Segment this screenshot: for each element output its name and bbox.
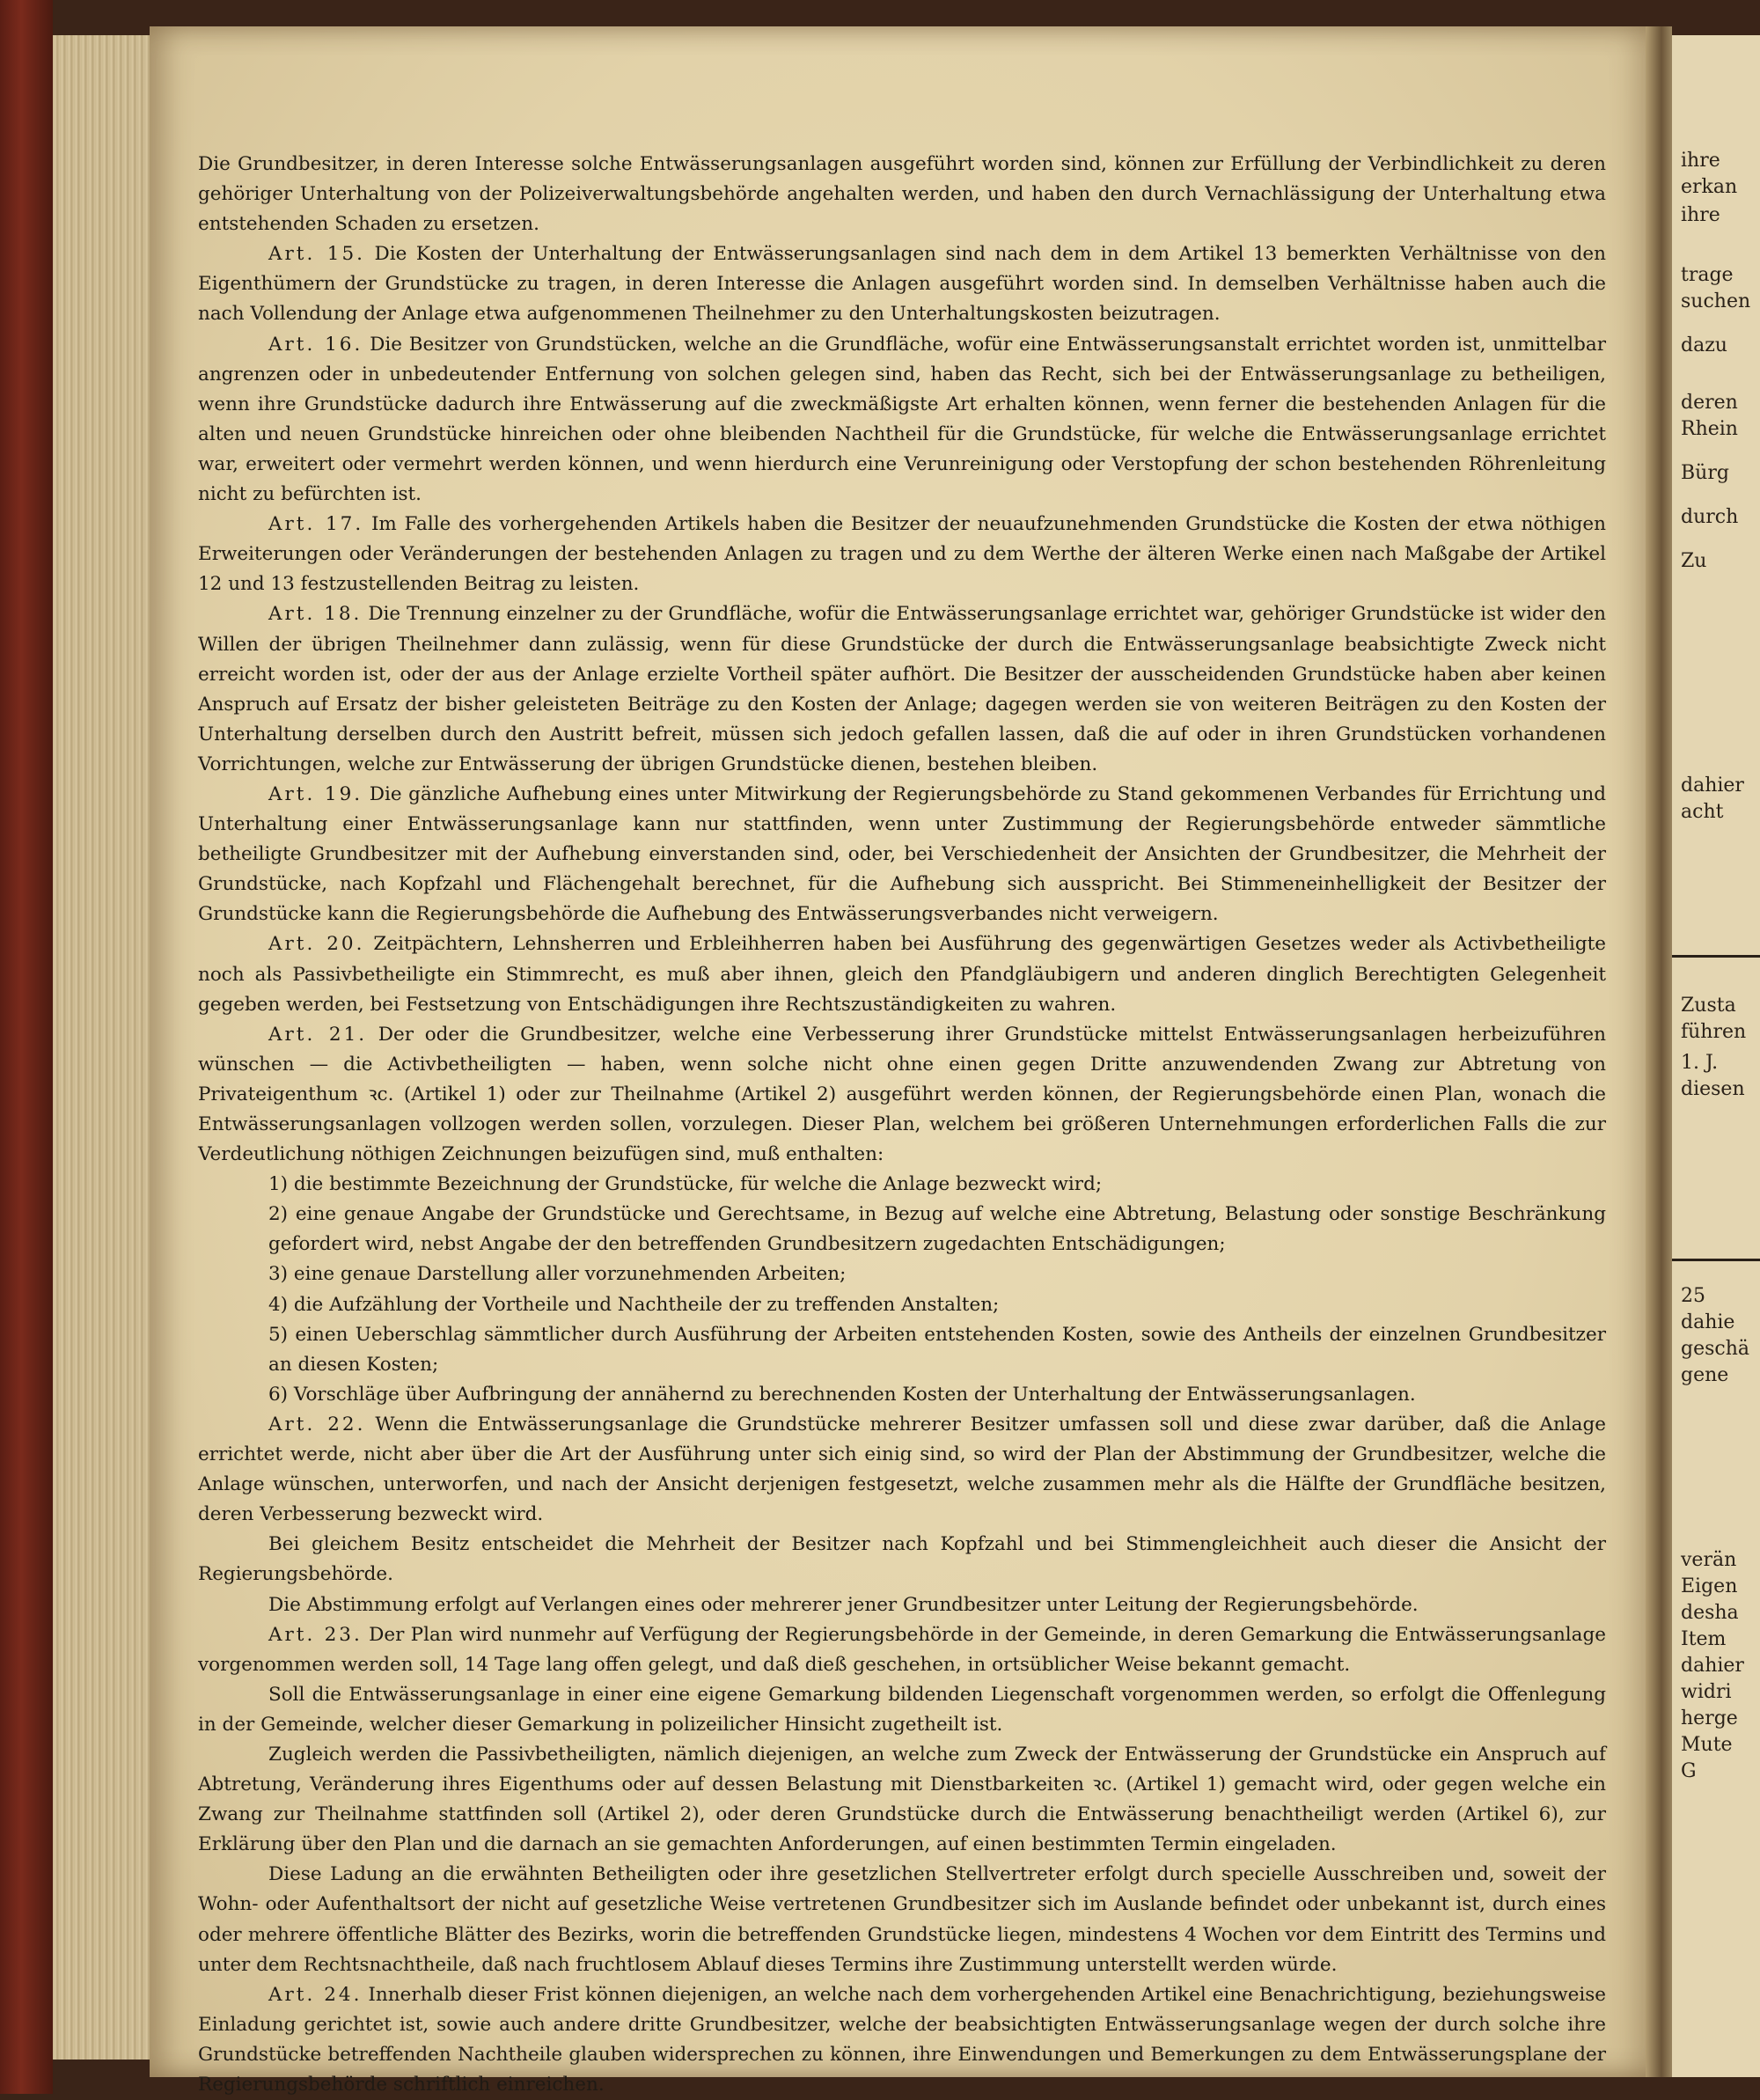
- list-item-number: 5): [268, 1323, 289, 1346]
- page-edges: [53, 35, 158, 2060]
- paragraph: [198, 1620, 1606, 1680]
- next-page-rule: [1672, 1259, 1760, 1261]
- paragraph: [198, 510, 1606, 599]
- paragraph: [198, 150, 1606, 239]
- article-label: Art. 22.: [268, 1413, 366, 1435]
- next-page-fragment: widri: [1681, 1681, 1732, 1703]
- article-label: Art. 24.: [268, 1983, 363, 2006]
- next-page-fragment: gene: [1681, 1364, 1729, 1386]
- paragraph-text: Vorschläge über Aufbringung der annähernd zu berechnenden Kosten der Unterhaltung der Entwässerungsanlagen.: [293, 1383, 1416, 1406]
- book-spine: [0, 0, 53, 2094]
- next-page-fragment: Bürg: [1681, 462, 1729, 484]
- paragraph-text: Die Grundbesitzer, in deren Interesse solche Entwässerungsanlagen ausgeführt worden sind, können zur Erfüllung der Verbindlichkeit zu deren gehöriger Unterhaltung von der Polizeiverwaltungsbehörde angehalten werden, und haben den durch Vernachlässigung der Unterhaltung etwa entstehenden Schaden zu ersetzen.: [198, 153, 1606, 236]
- next-page-fragment: herge: [1681, 1707, 1738, 1729]
- list-item-number: 1): [268, 1173, 289, 1196]
- list-item: [198, 1320, 1606, 1380]
- article-label: Art. 20.: [268, 933, 365, 956]
- paragraph-text: eine genaue Angabe der Grundstücke und Gerechtsame, in Bezug auf welche eine Abtretung, Belastung oder sonstige Beschränkung gefordert wird, nebst Angabe der den betreffenden Grundbesitzern zugedachten Entschädigungen;: [268, 1203, 1606, 1256]
- list-item-number: 3): [268, 1263, 289, 1286]
- paragraph-text: Im Falle des vorhergehenden Artikels haben die Besitzer der neuaufzunehmenden Grundstücke die Kosten der etwa nöthigen Erweiterungen oder Veränderungen der bestehenden Anlagen zu tragen und zu dem Werthe der älteren Werke einen nach Maßgabe der Artikel 12 und 13 festzustellenden Beitrag zu leisten.: [198, 513, 1606, 596]
- article-label: Art. 16.: [268, 333, 363, 356]
- article-label: Art. 21.: [268, 1023, 368, 1046]
- article-label: Art. 23.: [268, 1623, 363, 1646]
- next-page-fragment: verän: [1681, 1549, 1737, 1571]
- paragraph-text: die bestimmte Bezeichnung der Grundstücke, für welche die Anlage bezweckt wird;: [293, 1173, 1103, 1196]
- paragraph: [198, 780, 1606, 929]
- paragraph-text: Die Kosten der Unterhaltung der Entwässerungsanlagen sind nach dem in dem Artikel 13 bemerkten Verhältnisse von den Eigenthümern der Grundstücke zu tragen, in deren Interesse die Anlagen ausgeführt worden sind. In demselben Verhältnisse haben auch die nach Vollendung der Anlage etwa aufgenommenen Theilnehmer zu den Unterhaltungskosten beizutragen.: [198, 243, 1606, 326]
- next-page-edge: [1672, 35, 1760, 2077]
- article-label: Art. 19.: [268, 782, 363, 805]
- paragraph-text: Diese Ladung an die erwähnten Betheiligten oder ihre gesetzlichen Stellvertreter erfolgt durch specielle Ausschreiben und, soweit der Wohn- oder Aufenthaltsort der nicht auf gesetzliche Weise vertretenen Grundbesitzer sich im Auslande befindet oder unbekannt ist, durch eines oder mehrere öffentliche Blätter des Bezirks, worin die betreffenden Grundstücke liegen, mindestens 4 Wochen vor dem Eintritt des Termins und unter dem Rechtsnachtheile, daß nach fruchtlosem Ablauf dieses Termins ihre Zustimmung unterstellt werden würde.: [198, 1863, 1606, 1976]
- next-page-fragment: dazu: [1681, 334, 1727, 356]
- list-item: [198, 1380, 1606, 1410]
- next-page-fragment: desha: [1681, 1602, 1739, 1624]
- next-page-fragment: Rhein: [1681, 418, 1738, 440]
- article-label: Art. 17.: [268, 513, 364, 536]
- paragraph-text: eine genaue Darstellung aller vorzunehmenden Arbeiten;: [293, 1263, 847, 1286]
- next-page-fragment: ihre: [1681, 204, 1720, 226]
- paragraph: [198, 239, 1606, 329]
- paragraph: [198, 1680, 1606, 1740]
- next-page-fragment: durch: [1681, 506, 1739, 528]
- paragraph-text: Der oder die Grundbesitzer, welche eine Verbesserung ihrer Grundstücke mittelst Entwässerungsanlagen herbeizuführen wünschen — die Activbetheiligten — haben, wenn solche nicht ohne einen gegen Dritte anzuwendenden Zwang zur Abtretung von Privateigenthum ꝛc. (Artikel 1) oder zur Theilnahme (Artikel 2) ausgeführt werden können, der Regierungsbehörde einen Plan, wonach die Entwässerungsanlagen vollzogen werden sollen, vorzulegen. Dieser Plan, welchem bei größeren Unternehmungen erforderlichen Falls die zur Verdeutlichung nöthigen Zeichnungen beizufügen sind, muß enthalten:: [198, 1023, 1606, 1166]
- article-label: Art. 18.: [268, 603, 363, 626]
- next-page-fragment: dahie: [1681, 1311, 1735, 1333]
- list-item: [198, 1290, 1606, 1320]
- next-page-fragment: Zu: [1681, 550, 1707, 572]
- next-page-fragment: dahier: [1681, 1655, 1744, 1677]
- next-page-fragment: ihre: [1681, 150, 1720, 172]
- next-page-fragment: suchen: [1681, 290, 1751, 312]
- page-gutter: [1646, 26, 1672, 2077]
- next-page-fragment: trage: [1681, 264, 1734, 286]
- list-item: [198, 1259, 1606, 1289]
- list-item: [198, 1200, 1606, 1259]
- next-page-fragment: acht: [1681, 801, 1724, 823]
- next-page-fragment: geschä: [1681, 1338, 1749, 1360]
- paragraph-text: Die Besitzer von Grundstücken, welche an die Grundfläche, wofür eine Entwässerungsanstalt errichtet worden ist, unmittelbar angrenzen oder in unbedeutender Entfernung von solchen gelegen sind, haben das Recht, sich bei der Entwässerungsanlage zu betheiligen, wenn ihre Grundstücke dadurch ihre Entwässerung auf die zweckmäßigste Art erhalten können, wenn ferner die bestehenden Anlagen für die alten und neuen Grundstücke hinreichen oder ohne bleibenden Nachtheil für die Grundstücke, für welche die Entwässerungsanlage errichtet war, erweitert oder vermehrt werden können, und wenn hierdurch eine Verunreinigung oder Verstopfung der schon bestehenden Röhrenleitung nicht zu befürchten ist.: [198, 333, 1606, 506]
- paragraph-text: Zugleich werden die Passivbetheiligten, nämlich diejenigen, an welche zum Zweck der Entwässerung der Grundstücke ein Anspruch auf Abtretung, Veränderung ihres Eigenthums oder auf dessen Belastung mit Dienstbarkeiten ꝛc. (Artikel 1) gemacht wird, oder gegen welche ein Zwang zur Theilnahme stattfinden soll (Artikel 2), oder deren Grundstücke durch die Entwässerung benachtheiligt werden (Artikel 6), zur Erklärung über den Plan und die darnach an sie gemachten Anforderungen, auf einen bestimmten Termin eingeladen.: [198, 1743, 1606, 1856]
- next-page-fragment: Eigen: [1681, 1575, 1738, 1597]
- paragraph: [198, 1590, 1606, 1620]
- list-item-number: 6): [268, 1383, 289, 1406]
- paragraph-text: Wenn die Entwässerungsanlage die Grundstücke mehrerer Besitzer umfassen soll und diese zwar darüber, daß die Anlage errichtet werde, nicht aber über die Art der Ausführung unter sich einig sind, so wird der Plan der Abstimmung der Grundbesitzer, welche die Anlage wünschen, unterworfen, und nach der Ansicht derjenigen festgesetzt, welche zusammen mehr als die Hälfte der Grundfläche besitzen, deren Verbesserung bezweckt wird.: [198, 1413, 1606, 1526]
- next-page-fragment: diesen: [1681, 1078, 1745, 1100]
- next-page-fragment: dahier: [1681, 775, 1744, 797]
- next-page-fragment: Zusta: [1681, 995, 1736, 1017]
- paragraph-text: Zeitpächtern, Lehnsherren und Erbleihherren haben bei Ausführung des gegenwärtigen Gesetzes weder als Activbetheiligte noch als Passivbetheiligte ein Stimmrecht, es muß aber ihnen, gleich den Pfandgläubigern und anderen dinglich Berechtigten Gelegenheit gegeben werden, bei Festsetzung von Entschädigungen ihre Rechtszuständigkeiten zu wahren.: [198, 933, 1607, 1016]
- next-page-fragment: 25: [1681, 1285, 1705, 1307]
- paragraph: [198, 599, 1606, 780]
- next-page-rule: [1672, 955, 1760, 958]
- list-item-number: 2): [268, 1203, 289, 1226]
- paragraph: [198, 1410, 1606, 1530]
- next-page-fragment: Mute: [1681, 1734, 1733, 1756]
- paragraph-text: Die Abstimmung erfolgt auf Verlangen eines oder mehrerer jener Grundbesitzer unter Leitung der Regierungsbehörde.: [268, 1593, 1419, 1616]
- paragraph-text: Soll die Entwässerungsanlage in einer eine eigene Gemarkung bildenden Liegenschaft vorgenommen werden, so erfolgt die Offenlegung in der Gemeinde, welcher dieser Gemarkung in polizeilicher Hinsicht zugetheilt ist.: [198, 1683, 1606, 1736]
- paragraph: [198, 1530, 1606, 1590]
- next-page-fragment: Item: [1681, 1628, 1727, 1650]
- paragraph: [198, 330, 1606, 510]
- paragraph: [198, 929, 1606, 1019]
- paragraph-text: die Aufzählung der Vortheile und Nachtheile der zu treffenden Anstalten;: [293, 1293, 1000, 1316]
- paragraph-text: Die gänzliche Aufhebung eines unter Mitwirkung der Regierungsbehörde zu Stand gekommenen Verbandes für Errichtung und Unterhaltung einer Entwässerungsanlage kann nur stattfinden, wenn unter Zustimmung der Regierungsbehörde entweder sämmtliche betheiligte Grundbesitzer mit der Aufhebung einverstanden sind, oder, bei Verschiedenheit der Ansichten der Grundbesitzer, die Mehrheit der Grundstücke, nach Kopfzahl und Flächengehalt berechnet, für die Aufhebung sich ausspricht. Bei Stimmeneinhelligkeit der Besitzer der Grundstücke kann die Regierungsbehörde die Aufhebung des Entwässerungsverbandes nicht verweigern.: [198, 782, 1606, 926]
- paragraph-text: Innerhalb dieser Frist können diejenigen, an welche nach dem vorhergehenden Artikel eine Benachrichtigung, beziehungsweise Einladung gerichtet ist, sowie auch andere dritte Grundbesitzer, welche der beabsichtigten Entwässerungsanlage wegen der durch solche ihre Grundstücke betreffenden Nachtheile glauben widersprechen zu können, ihre Einwendungen und Bemerkungen zu dem Entwässerungsplane der Regierungsbehörde schriftlich einreichen.: [198, 1983, 1606, 2096]
- article-label: Art. 15.: [268, 243, 365, 266]
- list-item-number: 4): [268, 1293, 289, 1316]
- next-page-fragment: erkan: [1681, 176, 1738, 198]
- paragraph-text: Bei gleichem Besitz entscheidet die Mehrheit der Besitzer nach Kopfzahl und bei Stimmengleichheit auch dieser die Ansicht der Regierungsbehörde.: [198, 1533, 1606, 1586]
- paragraph: [198, 1740, 1606, 1860]
- next-page-fragment: G: [1681, 1760, 1697, 1782]
- paragraph-text: Der Plan wird nunmehr auf Verfügung der Regierungsbehörde in der Gemeinde, in deren Gemarkung die Entwässerungsanlage vorgenommen werden soll, 14 Tage lang offen gelegt, und daß dieß geschehen, in ortsüblicher Weise bekannt gemacht.: [198, 1623, 1606, 1676]
- next-page-fragment: 1. J.: [1681, 1052, 1719, 1074]
- next-page-fragment: führen: [1681, 1021, 1747, 1043]
- paragraph: [198, 1860, 1606, 1979]
- paragraph: [198, 1980, 1606, 2100]
- paragraph-text: Die Trennung einzelner zu der Grundfläche, wofür die Entwässerungsanlage errichtet war, gehöriger Grundstücke ist wider den Willen der übrigen Theilnehmer dann zulässig, wenn für diese Grundstücke der durch die Entwässerungsanlage beabsichtigte Zweck nicht erreicht worden ist, oder der aus der Anlage erzielte Vortheil später aufhört. Die Besitzer der ausscheidenden Grundstücke haben aber keinen Anspruch auf Ersatz der bisher geleisteten Beiträge zu den Kosten der Anlage; dagegen werden sie von weiteren Beiträgen zu den Kosten der Unterhaltung derselben durch den Austritt befreit, müssen sich jedoch gefallen lassen, daß die auf oder in ihren Grundstücken vorhandenen Vorrichtungen, welche zur Entwässerung der übrigen Grundstücke dienen, bestehen bleiben.: [198, 603, 1606, 775]
- list-item: [198, 1170, 1606, 1200]
- paragraph-text: einen Ueberschlag sämmtlicher durch Ausführung der Arbeiten entstehenden Kosten, sowie des Antheils der einzelnen Grundbesitzer an diesen Kosten;: [268, 1323, 1606, 1376]
- document-body: [198, 150, 1606, 2100]
- paragraph: [198, 1020, 1606, 1170]
- next-page-fragment: deren: [1681, 392, 1738, 414]
